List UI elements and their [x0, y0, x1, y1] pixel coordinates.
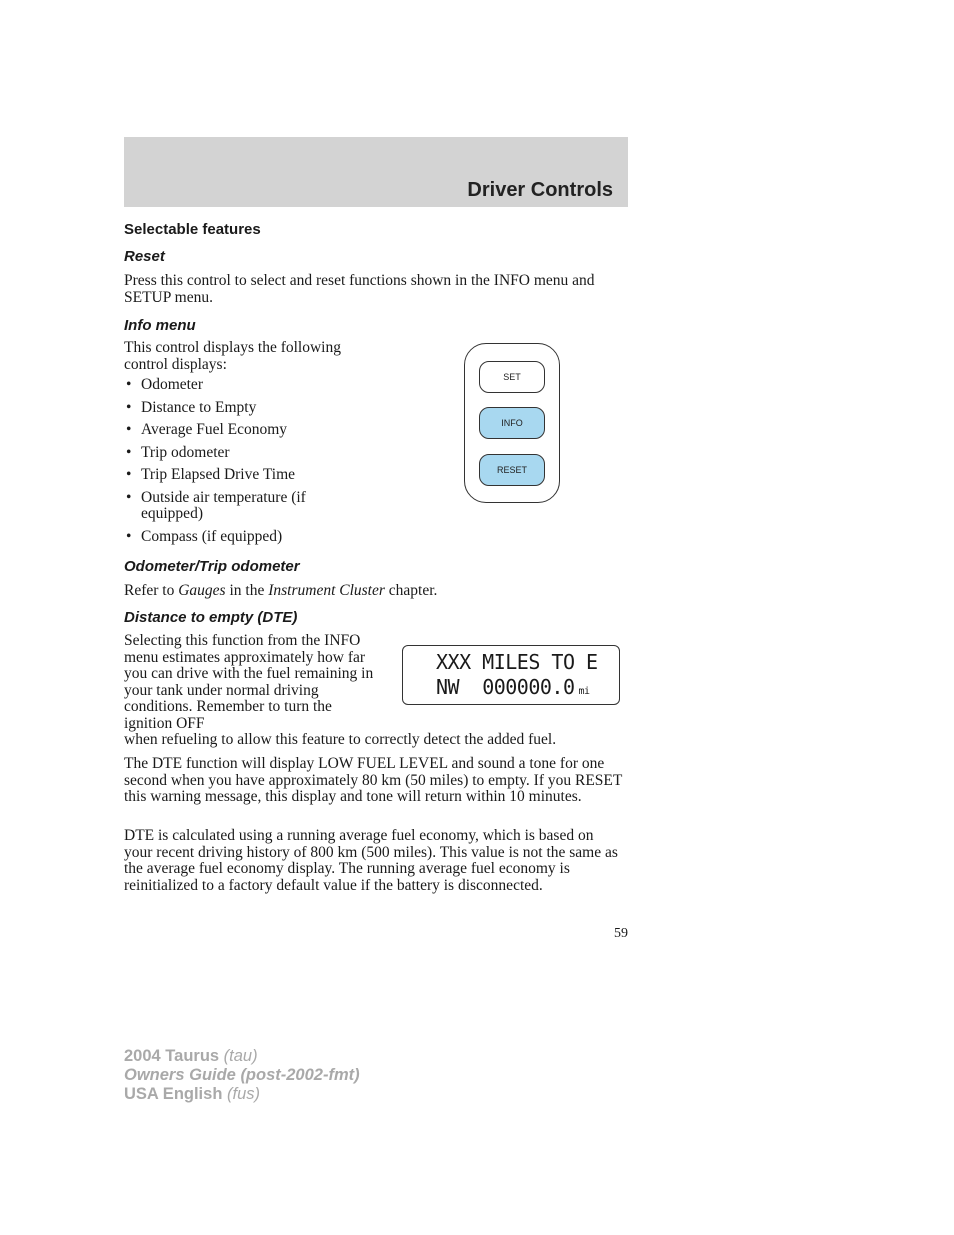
list-item: • Outside air temperature (if equipped) [124, 490, 351, 523]
ref-gauges: Gauges [178, 582, 226, 599]
dte-para2: The DTE function will display LOW FUEL LEVEL and sound a tone for one second when you have approximately 80 km (50 miles) to empty. If you RESET this warning message, this display and tone will return within 10 minutes. [124, 755, 623, 805]
reset-button: RESET [479, 454, 545, 486]
set-button: SET [479, 361, 545, 393]
dte-para1-continued: when refueling to allow this feature to correctly detect the added fuel. [124, 731, 557, 748]
odometer-text: Refer to Gauges in the Instrument Cluster chapter. [124, 582, 438, 599]
control-panel-illustration [464, 343, 560, 503]
dte-display-illustration [402, 645, 620, 705]
list-item: • Odometer [124, 377, 351, 394]
footer-info: 2004 Taurus (tau) Owners Guide (post-2002-fmt) USA English (fus) [124, 1047, 360, 1103]
section-heading-reset: Reset [124, 248, 165, 265]
info-menu-list [124, 377, 351, 545]
display-line-1: XXX MILES TO E [436, 650, 598, 674]
display-line-2: NW 000000.0 mi [436, 675, 590, 699]
section-heading-selectable-features: Selectable features [124, 221, 261, 238]
header-band [124, 137, 628, 207]
list-item: • Distance to Empty [124, 400, 351, 417]
section-heading-dte: Distance to empty (DTE) [124, 609, 298, 626]
reset-text: Press this control to select and reset functions shown in the INFO menu and SETUP menu. [124, 272, 595, 306]
dte-para1-wrapped: Selecting this function from the INFO menu estimates approximately how far you can drive with the fuel remaining in your tank under normal driving conditions. Remember to turn the ignition OFF [124, 632, 374, 732]
section-heading-info-menu: Info menu [124, 317, 196, 334]
ref-instrument-cluster: Instrument Cluster [268, 582, 385, 599]
list-item: • Trip Elapsed Drive Time [124, 467, 351, 484]
info-menu-intro: This control displays the following control displays: [124, 339, 341, 373]
page-number: 59 [614, 926, 628, 941]
list-item: • Average Fuel Economy [124, 422, 351, 439]
info-button: INFO [479, 407, 545, 439]
page-title: Driver Controls [467, 179, 613, 201]
dte-para3: DTE is calculated using a running average fuel economy, which is based on your recent driving history of 800 km (500 miles). This value is not the same as the average fuel economy display. The running average fuel economy is reinitialized to a factory default value if the battery is disconnected. [124, 827, 618, 894]
list-item: • Trip odometer [124, 445, 351, 462]
list-item: • Compass (if equipped) [124, 529, 351, 546]
section-heading-odometer: Odometer/Trip odometer [124, 558, 300, 575]
